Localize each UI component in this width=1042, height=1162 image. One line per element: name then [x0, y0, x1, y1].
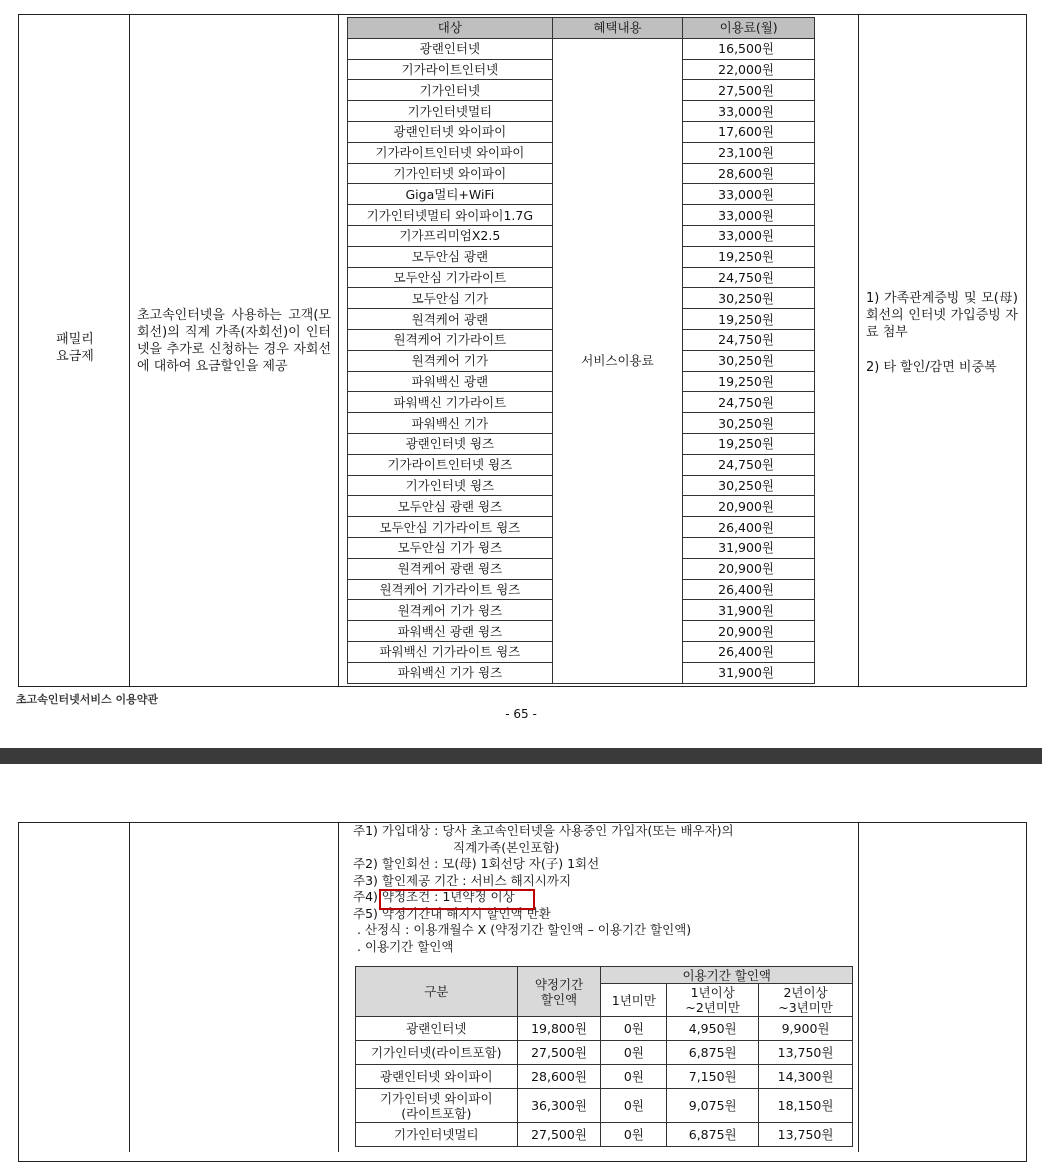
- fee-target: 기가라이트인터넷: [348, 59, 553, 80]
- p2-col-divider-2: [338, 822, 339, 1152]
- fee-amount: 24,750원: [683, 392, 815, 413]
- fee-amount: 22,000원: [683, 59, 815, 80]
- fee-target: 원격케어 기가라이트 윙즈: [348, 579, 553, 600]
- fee-amount: 31,900원: [683, 537, 815, 558]
- row-category: 기가인터넷(라이트포함): [356, 1041, 518, 1065]
- fee-target: 모두안심 광랜: [348, 246, 553, 267]
- fee-amount: 33,000원: [683, 205, 815, 226]
- fee-amount: 26,400원: [683, 517, 815, 538]
- row-contract-discount: 27,500원: [517, 1041, 601, 1065]
- row-1y-2y: 7,150원: [667, 1065, 759, 1089]
- fee-amount: 20,900원: [683, 558, 815, 579]
- row-under-1y: 0원: [601, 1041, 667, 1065]
- p2-col-divider-1: [129, 822, 130, 1152]
- fee-amount: 33,000원: [683, 225, 815, 246]
- fee-target: 파워백신 기가라이트: [348, 392, 553, 413]
- fee-table: [347, 17, 815, 684]
- col-divider-2: [338, 14, 339, 687]
- note-usage-discount: . 이용기간 할인액: [357, 938, 454, 954]
- fee-target: 원격케어 기가라이트: [348, 329, 553, 350]
- fee-row: [348, 38, 815, 59]
- row-contract-discount: 19,800원: [517, 1017, 601, 1041]
- header-fee: 이용료(월): [683, 18, 815, 39]
- note-4: 주4) 약정조건 : 1년약정 이상: [353, 889, 515, 904]
- row-under-1y: 0원: [601, 1089, 667, 1123]
- fee-amount: 26,400원: [683, 641, 815, 662]
- fee-table-body: [348, 38, 815, 683]
- fee-target: 파워백신 기가라이트 윙즈: [348, 641, 553, 662]
- fee-amount: 20,900원: [683, 621, 815, 642]
- discount-row: [356, 1123, 853, 1147]
- fee-target: 원격케어 광랜: [348, 309, 553, 330]
- row-category: 기가인터넷멀티: [356, 1123, 518, 1147]
- row-category: 광랜인터넷: [356, 1017, 518, 1041]
- row-category: 광랜인터넷 와이파이: [356, 1065, 518, 1089]
- row-2y-3y: 9,900원: [759, 1017, 853, 1041]
- row-1y-2y: 6,875원: [667, 1123, 759, 1147]
- row-under-1y: 0원: [601, 1017, 667, 1041]
- fee-target: 파워백신 광랜: [348, 371, 553, 392]
- fee-amount: 30,250원: [683, 288, 815, 309]
- row-category: 기가인터넷 와이파이 (라이트포함): [356, 1089, 518, 1123]
- page-number: - 65 -: [505, 707, 537, 721]
- fee-amount: 24,750원: [683, 329, 815, 350]
- header-target: 대상: [348, 18, 553, 39]
- fee-amount: 24,750원: [683, 454, 815, 475]
- fee-amount: 20,900원: [683, 496, 815, 517]
- plan-description: 초고속인터넷을 사용하는 고객(모회선)의 직계 가족(자회선)이 인터넷을 추가로 신청하는 경우 자회선에 대하여 요금할인을 제공: [137, 308, 331, 374]
- fee-target: 파워백신 광랜 윙즈: [348, 621, 553, 642]
- header-1y-2y: 1년이상 ~2년미만: [667, 984, 759, 1017]
- fee-target: 광랜인터넷 윙즈: [348, 433, 553, 454]
- discount-row: [356, 1089, 853, 1123]
- row-2y-3y: 13,750원: [759, 1123, 853, 1147]
- note-formula: . 산정식 : 이용개월수 X (약정기간 할인액 – 이용기간 할인액): [357, 922, 692, 937]
- fee-amount: 30,250원: [683, 413, 815, 434]
- fee-amount: 31,900원: [683, 600, 815, 621]
- fee-amount: 19,250원: [683, 433, 815, 454]
- fee-amount: 17,600원: [683, 121, 815, 142]
- fee-amount: 33,000원: [683, 101, 815, 122]
- p2-col-divider-3: [858, 822, 859, 1152]
- fee-target: 모두안심 광랜 윙즈: [348, 496, 553, 517]
- header-usage-discount: 이용기간 할인액: [601, 967, 853, 984]
- row-contract-discount: 27,500원: [517, 1123, 601, 1147]
- benefit-cell: 서비스이용료: [552, 38, 683, 683]
- row-under-1y: 0원: [601, 1065, 667, 1089]
- fee-target: 원격케어 기가 윙즈: [348, 600, 553, 621]
- fee-amount: 28,600원: [683, 163, 815, 184]
- note-1-cont: 직계가족(본인포함): [453, 839, 560, 855]
- discount-table: [355, 966, 853, 1147]
- discount-row: [356, 1017, 853, 1041]
- fee-amount: 19,250원: [683, 371, 815, 392]
- fee-amount: 30,250원: [683, 475, 815, 496]
- fee-target: Giga멀티+WiFi: [348, 184, 553, 205]
- row-1y-2y: 4,950원: [667, 1017, 759, 1041]
- fee-amount: 16,500원: [683, 38, 815, 59]
- header-2y-3y: 2년이상 ~3년미만: [759, 984, 853, 1017]
- fee-target: 원격케어 광랜 윙즈: [348, 558, 553, 579]
- fee-target: 모두안심 기가라이트: [348, 267, 553, 288]
- fee-target: 광랜인터넷: [348, 38, 553, 59]
- fee-amount: 33,000원: [683, 184, 815, 205]
- discount-row: [356, 1065, 853, 1089]
- plan-category: 패밀리 요금제: [56, 332, 94, 364]
- header-contract-discount: 약정기간 할인액: [517, 967, 601, 1017]
- row-2y-3y: 13,750원: [759, 1041, 853, 1065]
- page-divider: [0, 748, 1042, 764]
- fee-amount: 27,500원: [683, 80, 815, 101]
- footer-title: 초고속인터넷서비스 이용약관: [16, 693, 158, 706]
- fee-amount: 19,250원: [683, 309, 815, 330]
- remark-1: 1) 가족관계증빙 및 모(母)회선의 인터넷 가입증빙 자료 첨부: [866, 291, 1018, 340]
- fee-amount: 30,250원: [683, 350, 815, 371]
- fee-amount: 26,400원: [683, 579, 815, 600]
- row-1y-2y: 9,075원: [667, 1089, 759, 1123]
- row-contract-discount: 28,600원: [517, 1065, 601, 1089]
- header-category: 구분: [356, 967, 518, 1017]
- fee-amount: 24,750원: [683, 267, 815, 288]
- fee-target: 모두안심 기가 윙즈: [348, 537, 553, 558]
- fee-target: 기가인터넷 와이파이: [348, 163, 553, 184]
- col-divider-1: [129, 14, 130, 687]
- fee-target: 원격케어 기가: [348, 350, 553, 371]
- header-under-1y: 1년미만: [601, 984, 667, 1017]
- row-under-1y: 0원: [601, 1123, 667, 1147]
- fee-amount: 23,100원: [683, 142, 815, 163]
- discount-table-body: [356, 1017, 853, 1147]
- note-2: 주2) 할인회선 : 모(母) 1회선당 자(子) 1회선: [353, 856, 600, 871]
- remark-2: 2) 타 할인/감면 비중복: [866, 360, 997, 375]
- fee-target: 광랜인터넷 와이파이: [348, 121, 553, 142]
- fee-amount: 31,900원: [683, 662, 815, 683]
- fee-target: 파워백신 기가: [348, 413, 553, 434]
- note-5: 주5) 약정기간내 해지시 할인액 반환: [353, 905, 551, 921]
- row-2y-3y: 18,150원: [759, 1089, 853, 1123]
- fee-target: 기가라이트인터넷 윙즈: [348, 454, 553, 475]
- discount-row: [356, 1041, 853, 1065]
- fee-target: 모두안심 기가: [348, 288, 553, 309]
- row-1y-2y: 6,875원: [667, 1041, 759, 1065]
- header-benefit: 혜택내용: [552, 18, 683, 39]
- fee-target: 기가인터넷멀티: [348, 101, 553, 122]
- note-1: 주1) 가입대상 : 당사 초고속인터넷을 사용중인 가입자(또는 배우자)의: [353, 823, 734, 838]
- row-2y-3y: 14,300원: [759, 1065, 853, 1089]
- fee-target: 모두안심 기가라이트 윙즈: [348, 517, 553, 538]
- fee-target: 기가인터넷: [348, 80, 553, 101]
- highlight-box: [379, 889, 535, 910]
- fee-target: 기가라이트인터넷 와이파이: [348, 142, 553, 163]
- fee-target: 기가인터넷 윙즈: [348, 475, 553, 496]
- fee-amount: 19,250원: [683, 246, 815, 267]
- row-contract-discount: 36,300원: [517, 1089, 601, 1123]
- fee-target: 기가인터넷멀티 와이파이1.7G: [348, 205, 553, 226]
- note-3: 주3) 할인제공 기간 : 서비스 해지시까지: [353, 872, 572, 888]
- fee-target: 기가프리미엄X2.5: [348, 225, 553, 246]
- fee-target: 파워백신 기가 윙즈: [348, 662, 553, 683]
- col-divider-3: [858, 14, 859, 687]
